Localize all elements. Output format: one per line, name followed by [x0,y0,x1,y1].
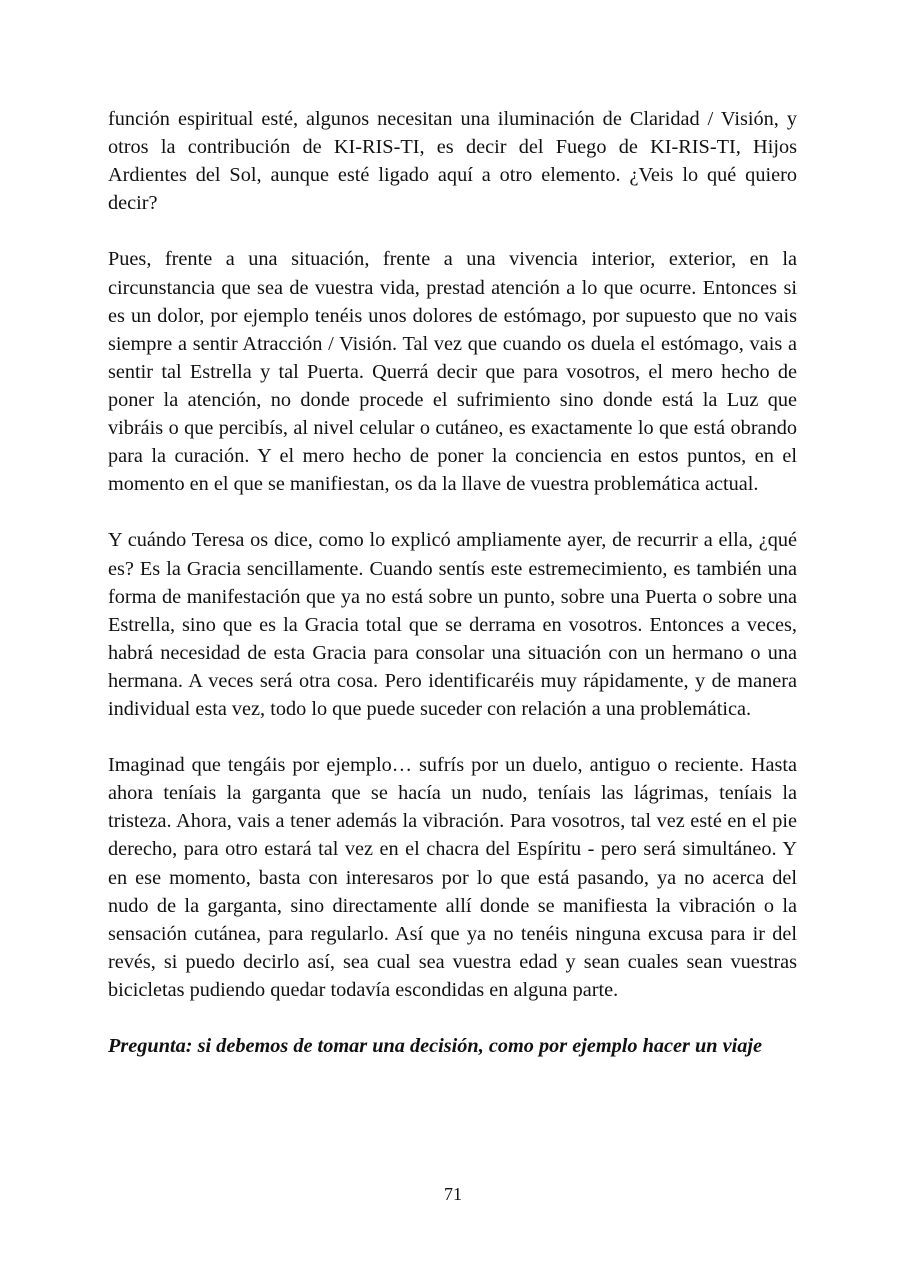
page-body [108,105,797,1060]
paragraph-4: Imaginad que tengáis por ejemplo… sufrís por un duelo, antiguo o reciente. Hasta ahora teníais la garganta que se hacía un nudo, teníais las lágrimas, teníais la tristeza. Ahora, vais a tener además la vibración. Para vosotros, tal vez esté en el pie derecho, para otro estará tal vez en el chacra del Espíritu - pero será simultáneo. Y en ese momento, basta con interesaros por lo que está pasando, ya no acerca del nudo de la garganta, sino directamente allí donde se manifiesta la vibración o la sensación cutánea, para regularlo. Así que ya no tenéis ninguna excusa para ir del revés, si puedo decirlo así, sea cual sea vuestra edad y sean cuales sean vuestras bicicletas pudiendo quedar todavía escondidas en alguna parte. [108,754,797,1001]
paragraph-1: función espiritual esté, algunos necesitan una iluminación de Claridad / Visión, y otros la contribución de KI-RIS-TI, es decir del Fuego de KI-RIS-TI, Hijos Ardientes del Sol, aunque esté ligado aquí a otro elemento. ¿Veis lo qué quiero decir? [108,108,797,215]
question-heading: Pregunta: si debemos de tomar una decisión, como por ejemplo hacer un viaje [108,1035,763,1058]
paragraph-3: Y cuándo Teresa os dice, como lo explicó ampliamente ayer, de recurrir a ella, ¿qué es? Es la Gracia sencillamente. Cuando sentís este estremecimiento, es también una forma de manifestación que ya no está sobre un punto, sobre una Puerta o sobre una Estrella, sino que es la Gracia total que se derrama en vosotros. Entonces a veces, habrá necesidad de esta Gracia para consolar una situación con un hermano o una hermana. A veces será otra cosa. Pero identificaréis muy rápidamente, y de manera individual esta vez, todo lo que puede suceder con relación a una problemática. [108,529,797,720]
paragraph-2: Pues, frente a una situación, frente a una vivencia interior, exterior, en la circunstancia que sea de vuestra vida, prestad atención a lo que ocurre. Entonces si es un dolor, por ejemplo tenéis unos dolores de estómago, por supuesto que no vais siempre a sentir Atracción / Visión. Tal vez que cuando os duela el estómago, vais a sentir tal Estrella y tal Puerta. Querrá decir que para vosotros, el mero hecho de poner la atención, no donde procede el sufrimiento sino donde está la Luz que vibráis o que percibís, al nivel celular o cutáneo, es exactamente lo que está obrando para la curación. Y el mero hecho de poner la conciencia en estos puntos, en el momento en el que se manifiestan, os da la llave de vuestra problemática actual. [108,248,797,496]
page-number: 71 [444,1184,462,1204]
